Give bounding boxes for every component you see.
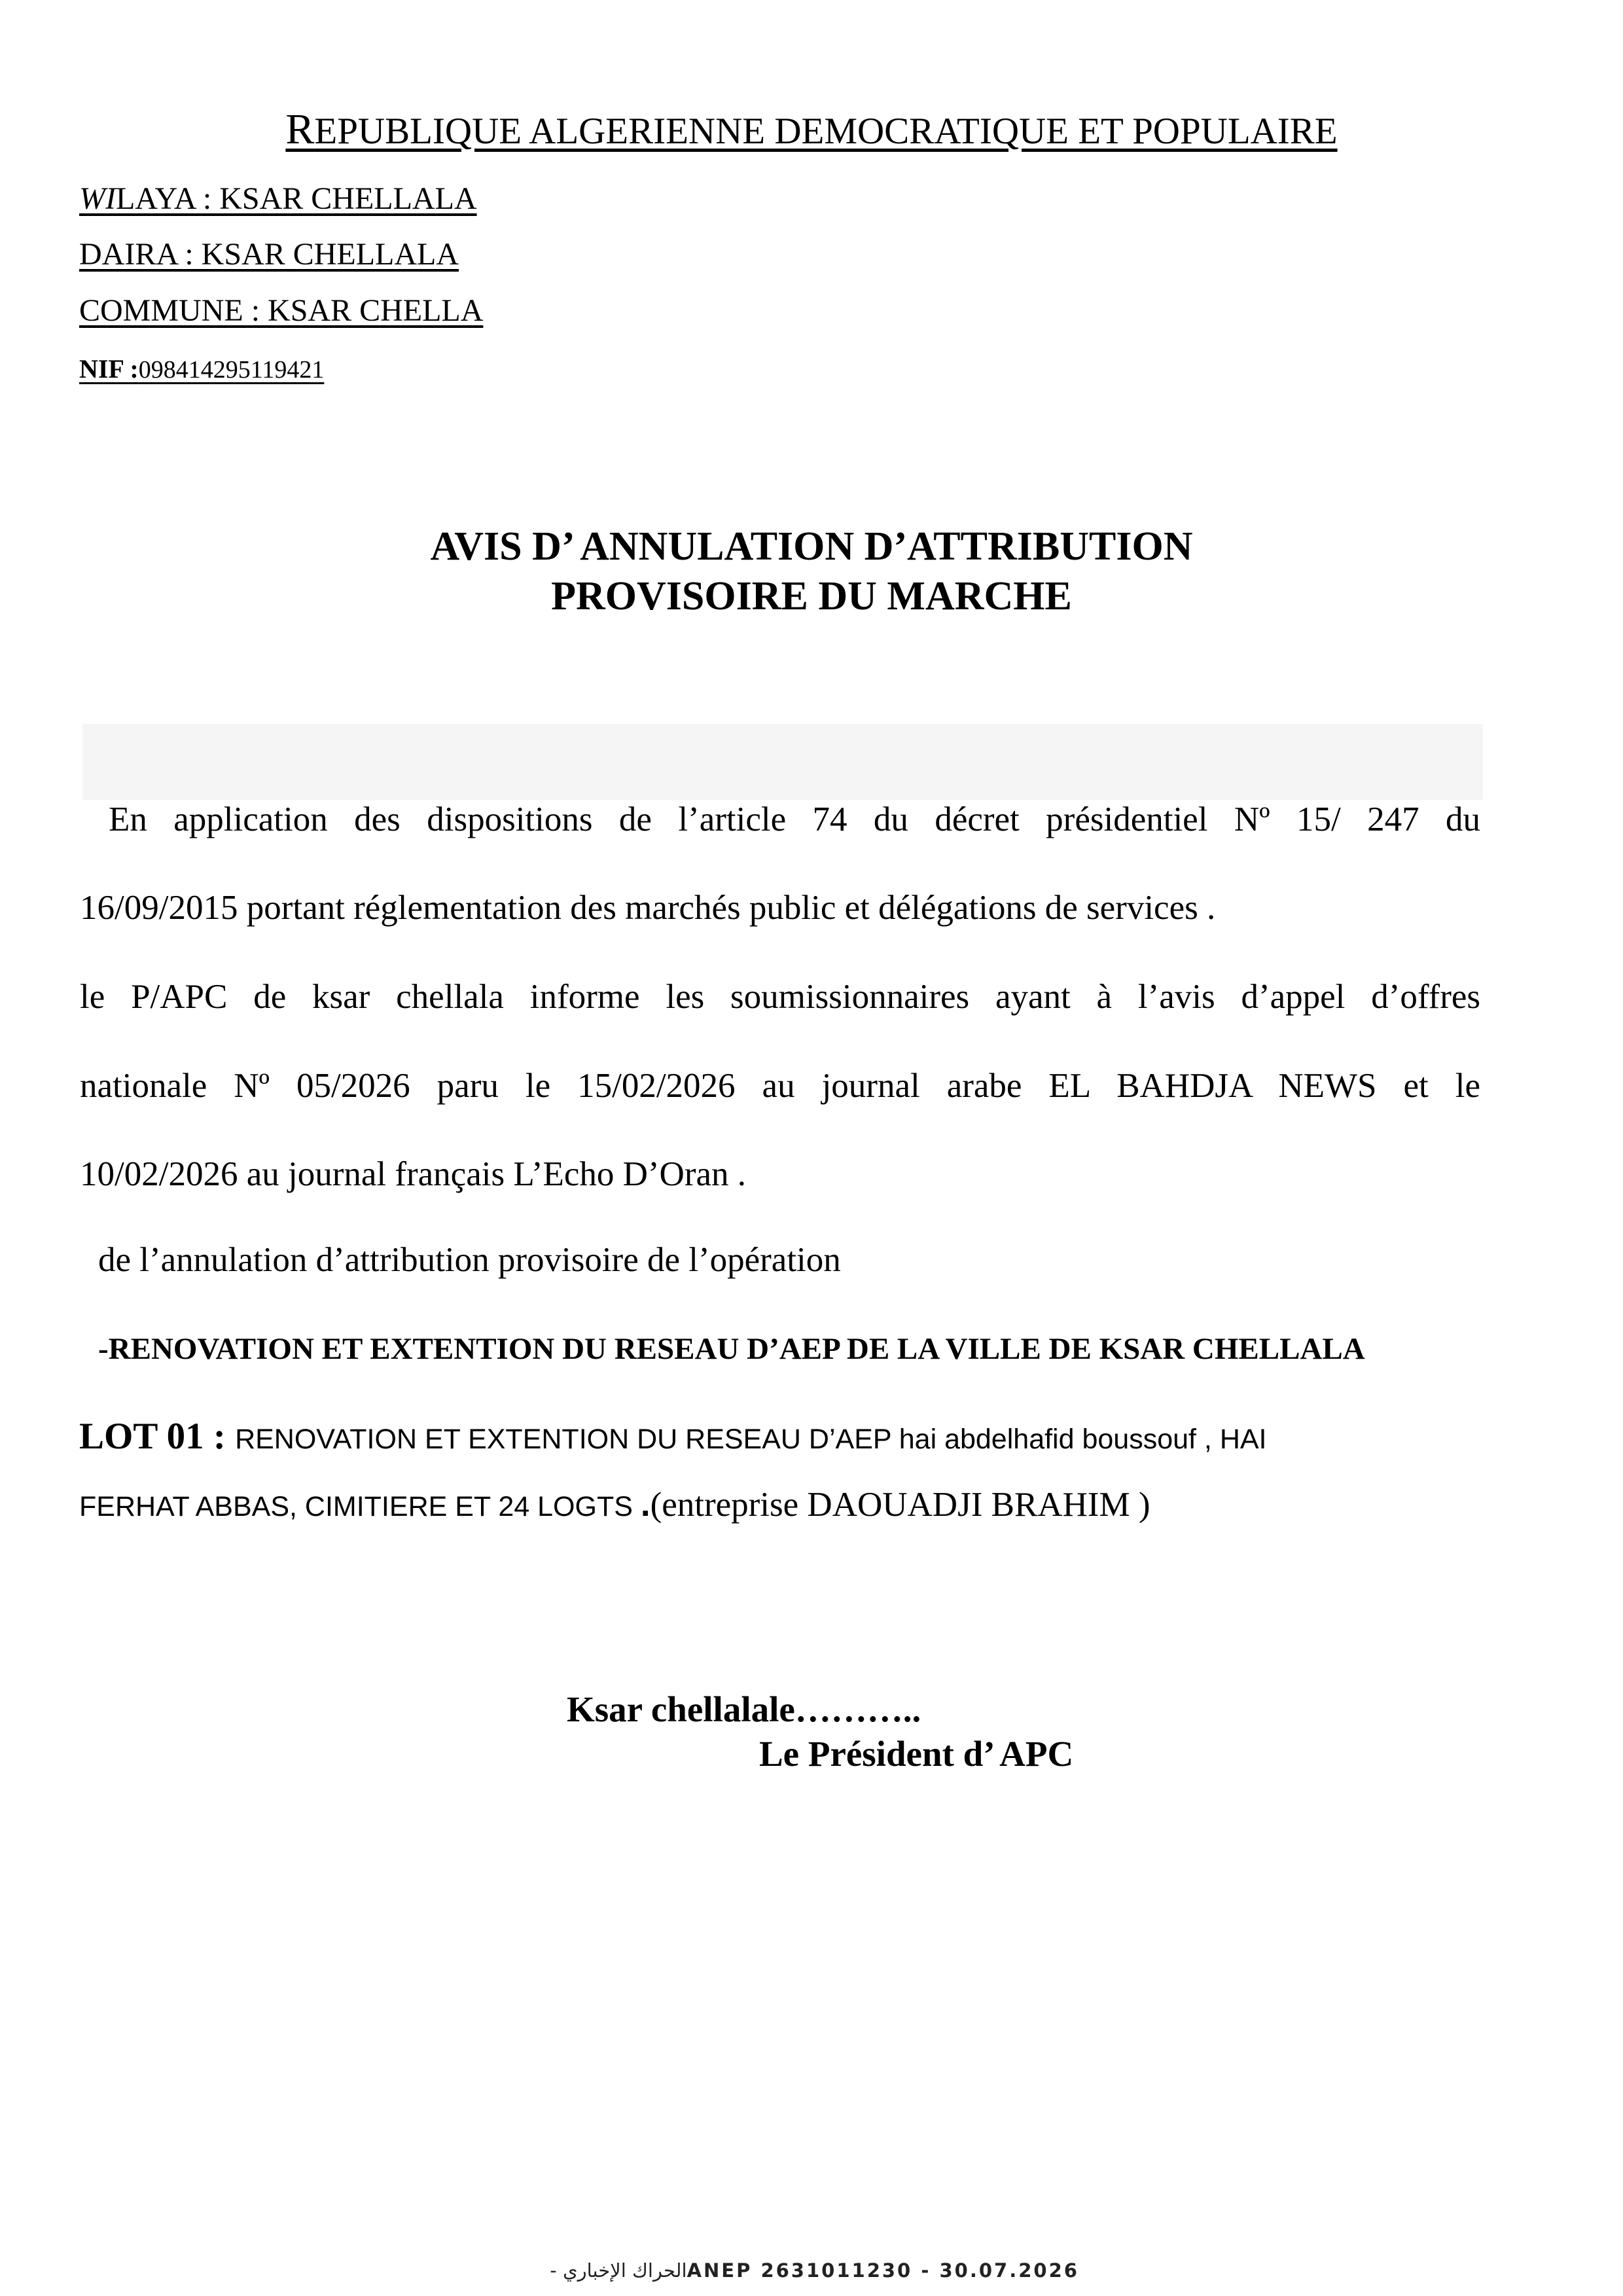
body-line-1-text: En application des dispositions de l’article 74 du décret présidentiel Nº 15/ 247 du [109,800,1480,838]
nif-label: NIF : [79,354,139,384]
republic-heading [0,105,1623,154]
republic-initial: R [285,105,315,153]
body-line-4: nationale Nº 05/2026 paru le 15/02/2026 au journal arabe EL BAHDJA NEWS et le [80,1067,1480,1105]
notice-title-line1: AVIS D’ ANNULATION D’ATTRIBUTION [430,524,1193,569]
lot-line-2-text: FERHAT ABBAS, CIMITIERE ET 24 LOGTS [79,1491,641,1522]
wilaya-line [79,181,477,217]
lot-line-1-text: RENOVATION ET EXTENTION DU RESEAU D’AEP hai abdelhafid boussouf , HAI [235,1424,1267,1455]
nif-line [79,353,324,384]
footer-source: الحراك الإخباري - [544,2259,687,2282]
signature-place: Ksar chellalale……….. [567,1689,921,1729]
lot-line-1 [79,1415,1408,1458]
publication-footer [0,2259,1623,2282]
footer-reference: ANEP 2631011230 - 30.07.2026 [687,2259,1079,2282]
nif-value: 098414295119421 [138,356,325,384]
wilaya-rest: LAYA : KSAR CHELLALA [115,181,477,216]
notice-title-line2: PROVISOIRE DU MARCHE [551,574,1072,619]
lot-label: LOT 01 : [79,1416,236,1457]
shaded-band [82,724,1483,800]
wilaya-italic: WI [79,181,116,216]
operation-title: -RENOVATION ET EXTENTION DU RESEAU D’AEP DE LA VILLE DE KSAR CHELLALA [98,1332,1365,1366]
body-line-6: de l’annulation d’attribution provisoire de l’opération [98,1241,841,1279]
body-line-5: 10/02/2026 au journal français L’Echo D’Oran . [80,1155,746,1193]
daira-line: DAIRA : KSAR CHELLALA [79,237,459,272]
body-line-3: le P/APC de ksar chellala informe les soumissionnaires ayant à l’avis d’appel d’offres [80,978,1480,1016]
body-line-1 [80,800,1480,839]
republic-rest: EPUBLIQUE ALGERIENNE DEMOCRATIQUE ET POPULAIRE [314,111,1338,152]
lot-entreprise: (entreprise DAOUADJI BRAHIM ) [650,1486,1150,1524]
lot-line-2-dot: . [640,1485,651,1524]
lot-line-2 [79,1484,1150,1524]
body-line-2: 16/09/2015 portant réglementation des marchés public et délégations de services . [80,889,1216,927]
signature-president: Le Président d’ APC [759,1734,1074,1774]
commune-line: COMMUNE : KSAR CHELLA [79,293,484,328]
